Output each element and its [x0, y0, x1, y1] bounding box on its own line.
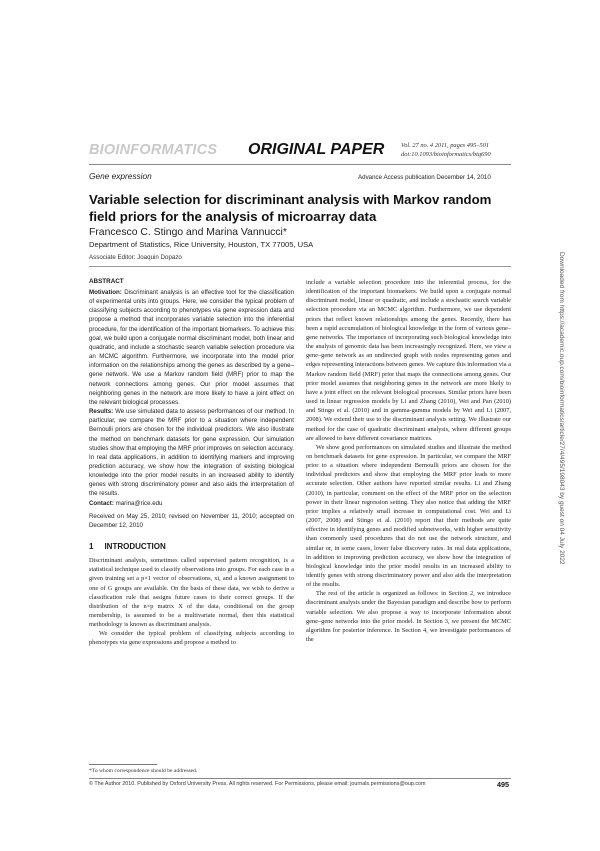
abstract-results [89, 407, 294, 499]
abstract-heading: ABSTRACT [89, 278, 124, 285]
affiliation: Department of Statistics, Rice University, Houston, TX 77005, USA [89, 240, 314, 249]
motivation-label: Motivation: [89, 289, 122, 296]
footer-rule [89, 778, 511, 779]
results-label: Results: [89, 408, 114, 416]
page-number: 495 [497, 780, 509, 789]
results-text: We use simulated data to assess performances of our method. In particular, we compare the MRF prior to a situation where independent Bernoulli priors are chosen for the individual predictors. We also illustrate the method on benchmark datasets for gene expression. Our simulation studies show that employing the MRF prior improves on selection accuracy. In real data applications, in addition to identifying markers and improving prediction accuracy, we show how the integration of existing biological knowledge into the prior model results in an increased ability to identify genes with strong discriminatory power and also aids the interpretation of the results. [89, 408, 295, 498]
download-side-note: Downloaded from https://academic.oup.com/bioinformatics/article/27/4/495/198043 by guest on 04 July 2022 [558, 252, 565, 565]
header-rule [89, 164, 511, 165]
left-column [89, 278, 294, 648]
footnote: *To whom correspondence should be addressed. [89, 768, 198, 774]
motivation-text: Discriminant analysis is an effective tool for the classification of experimental units into groups. Here, we consider the typical problem of classifying subjects according to phenotypes via gene expression data and propose a method that incorporates variable selection into the inferential procedure, for the identification of the important biomarkers. To achieve this goal, we build upon a conjugate normal discriminant model, both linear and quadratic, and include a stochastic search variable selection procedure via an MCMC algorithm. Furthermore, we incorporate into the model prior information on the relationships among the genes as described by a gene–gene network. We use a Markov random field (MRF) prior to map the network connections among genes. Our prior model assumes that neighboring genes in the network are more likely to have a joint effect on the relevant biological processes. [89, 289, 294, 406]
paper-type: ORIGINAL PAPER [248, 141, 385, 158]
right-column [306, 278, 511, 644]
section-tag: Gene expression [89, 171, 152, 181]
footnote-rule [89, 764, 157, 765]
volume-line: Vol. 27 no. 4 2011, pages 495–501 [401, 142, 490, 149]
received-dates: Received on May 25, 2010; revised on November 11, 2010; accepted on December 12, 2010 [89, 512, 294, 529]
copyright-line: © The Author 2010. Published by Oxford University Press. All rights reserved. For Permissions, please email: journals.permissions@oup.com [89, 781, 426, 787]
advance-access-note: Advance Access publication December 14, 2010 [358, 174, 491, 181]
title-rule [89, 266, 511, 267]
contact-email[interactable]: marina@rice.edu [115, 499, 163, 507]
intro-paragraph-2: We consider the typical problem of classifying subjects according to phenotypes via gene expressions and propose a method to [89, 630, 294, 647]
associate-editor: Associate Editor: Joaquin Dopazo [89, 254, 182, 261]
article-title: Variable selection for discriminant analysis with Markov random field priors for the analysis of microarray data [89, 192, 492, 224]
doi-line[interactable]: doi:10.1093/bioinformatics/btq690 [401, 150, 491, 158]
intro-number: 1 [89, 542, 94, 552]
right-paragraph-1: include a variable selection procedure into the inferential process, for the identification of the important biomarkers. We build upon a conjugate normal discriminant model, linear or quadratic, and include a stochastic search variable selection procedure via an MCMC algorithm. Furthermore, we use dependent priors that reflect known relationships among the genes. Recently, there has been a rapid accumulation of biological knowledge in the form of various gene–gene networks. The importance of incorporating such biological knowledge into the analysis of genomic data has been increasingly recognized. Here, we view a gene–gene network as an undirected graph with nodes representing genes and edges representing interactions between genes. We capture this information via a Markov random field (MRF) prior that maps the connections among genes. Our prior model assumes that neighboring genes in the network are more likely to have a joint effect on the relevant biological processes. Similar priors have been used in linear regression models by Li and Zhang (2010), Wei and Pan (2010) and Stingo et al. (2010) and in gamma-gamma models by Wei and Li (2007, 2008). We extend their use to the discriminant analysis setting. We illustrate our method for the case of quadratic discriminant analysis, where different groups are allowed to have different covariance matrices. [306, 279, 511, 442]
right-paragraph-2: We show good performances on simulated studies and illustrate the method on benchmark datasets for gene expression. In particular, we compare the MRF prior to a situation where independent Bernoulli priors are chosen for the individual predictors and show that employing the MRF prior leads to more accurate selection. Other authors have reported similar results. Li and Zhang (2010), in particular, comment on the effect of the MRF prior on the selection power in their linear regression setting. They also notice that adding the MRF prior implies a relatively small increase in computational cost. Wei and Li (2007, 2008) and Stingo et al. (2010) report that their methods are quite effective in identifying genes and modified subnetworks, with higher sensitivity than commonly used procedures that do not use the network structure, and similar or, in some cases, lower false discovery rates. In real data applications, in addition to improving prediction accuracy, we show how the integration of biological knowledge into the prior model results in an increased ability to identify genes with strong discriminatory power and also aids the interpretation of the results. [306, 443, 511, 589]
abstract-motivation [89, 288, 294, 407]
abstract-contact [89, 499, 294, 508]
journal-name: BIOINFORMATICS [89, 142, 218, 158]
intro-title: INTRODUCTION [104, 542, 166, 552]
intro-heading [89, 542, 294, 551]
authors: Francesco C. Stingo and Marina Vannucci* [89, 227, 287, 238]
contact-label: Contact: [89, 499, 114, 507]
right-paragraph-3: The rest of the article is organized as follows: in Section 2, we introduce discriminant analysis under the Bayesian paradigm and describe how to perform variable selection. We also propose a way to incorporate information about gene–gene networks into the prior model. In Section 3, we present the MCMC algorithm for posterior inference. In Section 4, we investigate performances of the [306, 590, 511, 644]
intro-paragraph-1: Discriminant analysis, sometimes called supervised pattern recognition, is a statistical technique used to classify observations into groups. For each case in a given training set a p×1 vector of observations, xi, and a known assignment to one of G groups are available. On the basis of these data, we wish to derive a classification rule that assigns future cases to their correct groups. If the distribution of the n×p matrix X of the data, conditional on the group membership, is assumed to be a multivariate normal, then this statistical methodology is known as discriminant analysis. [89, 557, 294, 629]
volume-info [401, 142, 491, 159]
